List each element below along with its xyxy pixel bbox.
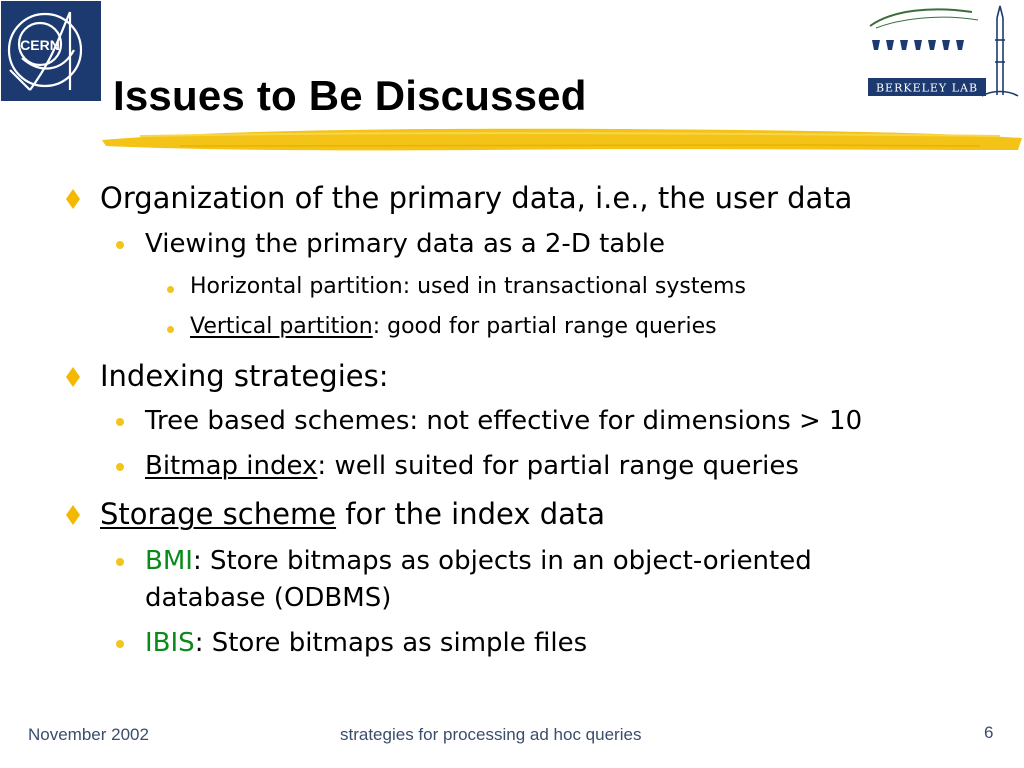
highlight-text: IBIS — [145, 628, 195, 658]
bullet-item — [145, 450, 799, 482]
bullet-item: Indexing strategies: — [100, 359, 389, 393]
bullet-item: Horizontal partition: used in transactional systems — [190, 274, 746, 299]
dot-bullet-icon — [167, 326, 174, 333]
bullet-item-text: : Store bitmaps as objects in an object-oriented — [192, 546, 812, 576]
bullet-item-text: : Store bitmaps as simple files — [194, 628, 588, 658]
dot-bullet-icon — [116, 640, 124, 648]
page-title: Issues to Be Discussed — [113, 72, 587, 119]
dot-bullet-icon — [116, 558, 124, 566]
diamond-bullet-icon — [66, 505, 80, 525]
diamond-bullet-icon — [66, 367, 80, 387]
highlight-text: BMI — [145, 546, 193, 576]
bullet-item-text: : well suited for partial range queries — [317, 451, 799, 481]
bullet-item — [100, 497, 605, 531]
link-text[interactable]: Storage scheme — [100, 497, 337, 531]
bullet-item: Organization of the primary data, i.e., the user data — [100, 181, 853, 215]
diamond-bullet-icon — [66, 189, 80, 209]
bullet-item: Viewing the primary data as a 2-D table — [145, 229, 665, 259]
berkeley-lab-logo — [862, 0, 1022, 98]
dot-bullet-icon — [116, 241, 124, 249]
title-brush-stroke — [100, 120, 1024, 160]
bullet-item — [145, 627, 587, 659]
slide-number: 6 — [984, 723, 994, 742]
dot-bullet-icon — [116, 463, 124, 471]
dot-bullet-icon — [116, 418, 124, 426]
svg-text:CERN: CERN — [20, 37, 60, 53]
cern-logo — [0, 0, 102, 102]
footer-date: November 2002 — [28, 725, 149, 744]
bullet-item-text: : good for partial range queries — [372, 314, 717, 339]
bullet-item-text: for the index data — [336, 497, 606, 531]
bullet-item: Tree based schemes: not effective for dimensions > 10 — [145, 406, 863, 436]
bullet-item — [145, 545, 812, 577]
bullet-item-continuation: database (ODBMS) — [145, 583, 392, 613]
dot-bullet-icon — [167, 286, 174, 293]
footer-subject: strategies for processing ad hoc queries — [340, 725, 642, 744]
link-text[interactable]: Vertical partition — [190, 314, 373, 339]
link-text[interactable]: Bitmap index — [145, 451, 318, 481]
svg-text:BERKELEY LAB: BERKELEY LAB — [875, 81, 979, 95]
bullet-item — [190, 313, 717, 341]
